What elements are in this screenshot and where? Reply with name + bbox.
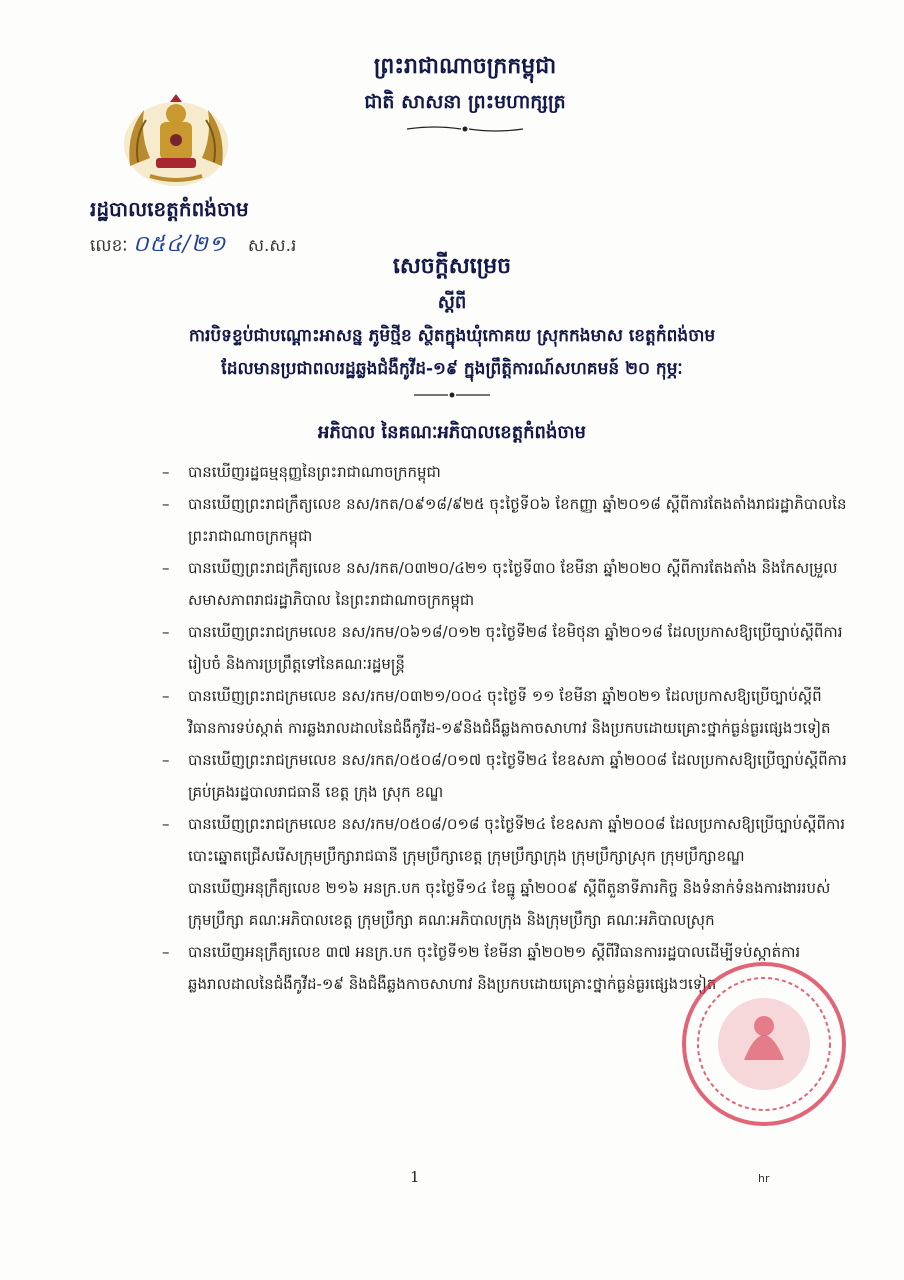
subject-line-1: ការបិទខ្ទប់ជាបណ្តោះអាសន្ន ភូមិថ្មីខ ស្ថិតក្នុងឃុំកោគយ ស្រុកកងមាស ខេត្តកំពង់ចាម (188, 326, 716, 346)
list-item (160, 744, 850, 808)
decision-heading: សេចក្តីសម្រេច (392, 254, 512, 279)
ornament-divider-icon (405, 124, 525, 134)
decision-title-block (0, 252, 904, 399)
list-item (160, 552, 850, 616)
handwritten-number: ០៥៤/២១ (132, 232, 227, 257)
list-item (160, 680, 850, 744)
government-emblem-icon (120, 92, 232, 188)
list-item (160, 616, 850, 680)
list-dash: – (162, 943, 170, 961)
about-label: ស្តីពី (437, 292, 467, 313)
page-number: 1 (410, 1168, 420, 1186)
ornament-divider-icon (412, 391, 492, 399)
list-item-text: បានឃើញអនុក្រឹត្យលេខ ៣៧ អនក្រ.បក ចុះថ្ងៃទី១២ ខែមីនា ឆ្នាំ២០២១ ស្តីពីវិធានការរដ្ឋបាលដើម្បីទប់ស្កាត់ការឆ្លងរាលដាលនៃជំងឺកូវីដ-១៩ និងជំងឺឆ្លងកាចសាហាវ និងប្រកបដោយគ្រោះថ្នាក់ធ្ងន់ធ្ងរផ្សេងៗទៀត (188, 943, 801, 993)
list-item (160, 488, 850, 552)
kingdom-title: ព្រះរាជាណាចក្រកម្ពុជា (373, 54, 557, 79)
list-item-text: បានឃើញព្រះរាជក្រមលេខ នស/រកម/០៦១៨/០១២ ចុះថ្ងៃទី២៨ ខែមិថុនា ឆ្នាំ២០១៨ ដែលប្រកាសឱ្យប្រើច្បាប់ស្តីពីការរៀបចំ និងការប្រព្រឹត្តទៅនៃគណៈរដ្ឋមន្ត្រី (188, 623, 843, 673)
list-item (160, 456, 850, 488)
list-dash: – (162, 495, 170, 513)
list-item (160, 808, 850, 872)
number-label: លេខៈ (90, 236, 128, 256)
list-dash: – (162, 687, 170, 705)
list-item-text: បានឃើញអនុក្រឹត្យលេខ ២១៦ អនក្រ.បក ចុះថ្ងៃទី១៤ ខែធ្នូ ឆ្នាំ២០០៩ ស្តីពីតួនាទីភារកិច្ច និងទំនាក់ទំនងការងាររបស់ក្រុមប្រឹក្សា គណៈអភិបាលខេត្ត ក្រុមប្រឹក្សា គណៈអភិបាលក្រុង និងក្រុមប្រឹក្សា គណៈអភិបាលស្រុក (188, 879, 831, 929)
page-initials: hr (758, 1172, 770, 1185)
subject-line-2: ដែលមានប្រជាពលរដ្ឋឆ្លងជំងឺកូវីដ-១៩ ក្នុងព្រឹត្តិការណ៍សហគមន៍ ២០ កុម្ភៈ (221, 359, 683, 379)
list-dash: – (162, 751, 170, 769)
governor-heading: អភិបាល នៃគណៈអភិបាលខេត្តកំពង់ចាម (318, 422, 586, 443)
list-item (160, 872, 850, 936)
list-dash: – (162, 815, 170, 833)
list-item-text: បានឃើញព្រះរាជក្រមលេខ នស/រកត/០៥០៨/០១៧ ចុះថ្ងៃទី២៤ ខែឧសភា ឆ្នាំ២០០៨ ដែលប្រកាសឱ្យប្រើច្បាប់ស្តីពីការគ្រប់គ្រងរដ្ឋបាលរាជធានី ខេត្ត ក្រុង ស្រុក ខណ្ឌ (188, 751, 847, 801)
list-dash: – (162, 559, 170, 577)
list-item-text: បានឃើញព្រះរាជក្រឹត្យលេខ នស/រកត/០៩១៨/៩២៥ ចុះថ្ងៃទី០៦ ខែកញ្ញា ឆ្នាំ២០១៨ ស្តីពីការតែងតាំងរាជរដ្ឋាភិបាលនៃព្រះរាជាណាចក្រកម្ពុជា (188, 495, 847, 545)
list-dash: – (162, 463, 170, 481)
legal-basis-list (160, 456, 850, 1000)
list-item-text: បានឃើញរដ្ឋធម្មនុញ្ញនៃព្រះរាជាណាចក្រកម្ពុជា (188, 463, 441, 481)
kingdom-header (330, 52, 600, 134)
list-item-text: បានឃើញព្រះរាជក្រមលេខ នស/រកម/០៥០៨/០១៨ ចុះថ្ងៃទី២៤ ខែឧសភា ឆ្នាំ២០០៨ ដែលប្រកាសឱ្យប្រើច្បាប់ស្តីពីការបោះឆ្នោតជ្រើសរើសក្រុមប្រឹក្សារាជធានី ក្រុមប្រឹក្សាខេត្ត ក្រុមប្រឹក្សាក្រុង ក្រុមប្រឹក្សាស្រុក ក្រុមប្រឹក្សាខណ្ឌ (188, 815, 846, 865)
issuer-name: រដ្ឋបាលខេត្តកំពង់ចាម (90, 197, 249, 221)
number-suffix: ស.ស.រ (247, 236, 297, 256)
national-motto: ជាតិ សាសនា ព្រះមហាក្សត្រ (364, 91, 566, 113)
list-item-text: បានឃើញព្រះរាជក្រមលេខ នស/រកម/០៣២១/០០៤ ចុះថ្ងៃទី ១១ ខែមីនា ឆ្នាំ២០២១ ដែលប្រកាសឱ្យប្រើច្បាប់ស្តីពីវិធានការទប់ស្កាត់ ការឆ្លងរាលដាលនៃជំងឺកូវីដ-១៩និងជំងឺឆ្លងកាចសាហាវ និងប្រកបដោយគ្រោះថ្នាក់ធ្ងន់ធ្ងរផ្សេងៗទៀត (188, 687, 831, 737)
list-dash: – (162, 623, 170, 641)
list-item-text: បានឃើញព្រះរាជក្រឹត្យលេខ នស/រកត/០៣២០/៤២១ ចុះថ្ងៃទី៣០ ខែមីនា ឆ្នាំ២០២០ ស្តីពីការតែងតាំង និងកែសម្រួលសមាសភាពរាជរដ្ឋាភិបាល នៃព្រះរាជាណាចក្រកម្ពុជា (188, 559, 838, 609)
official-red-seal-icon (680, 960, 848, 1128)
